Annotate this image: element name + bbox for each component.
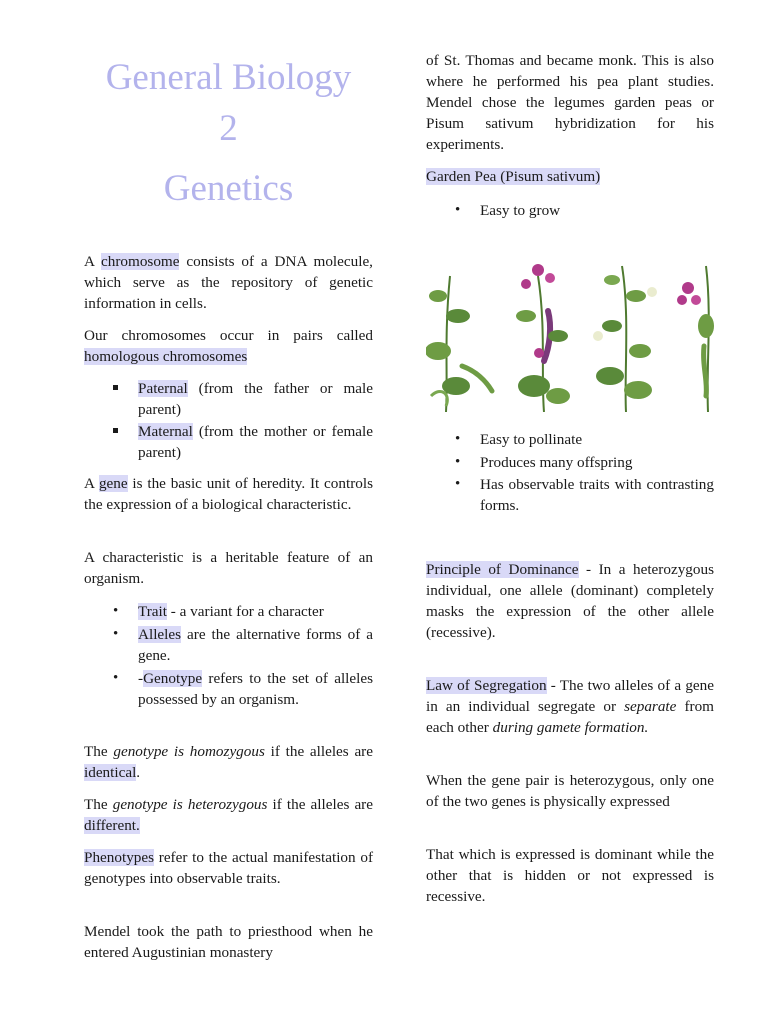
homologous-paragraph: Our chromosomes occur in pairs called homologous chromosomes [84,327,373,365]
pea-list-1 [426,200,714,221]
list-item: • -Genotype refers to the set of alleles possessed by an organism. [84,668,373,710]
left-column [84,0,373,1024]
list-item: • Alleles are the alternative forms of a gene. [84,624,373,666]
chromosome-paragraph: A chromosome consists of a DNA molecule, which serve as the repository of genetic information in cells. [84,253,373,312]
pea-plant-2 [516,264,570,412]
segregation-paragraph: Law of Segregation - The two alleles of a gene in an individual segregate or separate from each other during gamete formation. [426,677,714,736]
parent-list [84,378,373,463]
pea-plant-1 [426,276,492,412]
title-line-1: General Biology [105,57,352,98]
mendel-continued-paragraph: of St. Thomas and became monk. This is also where he performed his pea plant studies. Mendel chose the legumes garden peas or Pisum sativum hybridization for his experiments. [426,52,714,153]
pea-list-2 [426,429,714,516]
list-item: Maternal (from the mother or female parent) [84,421,373,463]
pea-plant-illustration [426,256,714,412]
list-item: • Easy to pollinate [426,429,714,450]
pea-plant-3 [593,266,657,412]
mendel-paragraph: Mendel took the path to priesthood when he entered Augustinian monastery [84,923,373,961]
trait-list [84,601,373,710]
pea-plant-4 [677,266,714,412]
homozygous-paragraph: The genotype is homozygous if the alleles are identical. [84,743,373,781]
highlight-homologous: homologous chromosomes [84,348,248,365]
garden-pea-heading: Garden Pea (Pisum sativum) [426,168,601,185]
heterozygous-expression-paragraph: When the gene pair is heterozygous, only one of the two genes is physically expressed [426,772,714,810]
list-item: • Easy to grow [426,200,714,221]
title-line-2: 2 [219,108,238,149]
list-item: Paternal (from the father or male parent) [84,378,373,420]
dominant-recessive-paragraph: That which is expressed is dominant while the other that is hidden or not expressed is recessive. [426,846,714,905]
list-item: • Has observable traits with contrasting forms. [426,474,714,516]
heterozygous-paragraph: The genotype is heterozygous if the alleles are different. [84,796,373,834]
phenotypes-paragraph: Phenotypes refer to the actual manifestation of genotypes into observable traits. [84,849,373,887]
characteristic-paragraph: A characteristic is a heritable feature of an organism. [84,549,373,587]
title-line-3: Genetics [163,168,294,209]
highlight-gene: gene [98,475,128,492]
list-item: • Trait - a variant for a character [84,601,373,622]
highlight-chromosome: chromosome [101,253,180,270]
right-column [426,0,714,1024]
list-item: • Produces many offspring [426,452,714,473]
dominance-paragraph: Principle of Dominance - In a heterozygous individual, one allele (dominant) completely masks the expression of the other allele (recessive). [426,561,714,641]
gene-paragraph: A gene is the basic unit of heredity. It controls the expression of a biological characteristic. [84,475,373,513]
